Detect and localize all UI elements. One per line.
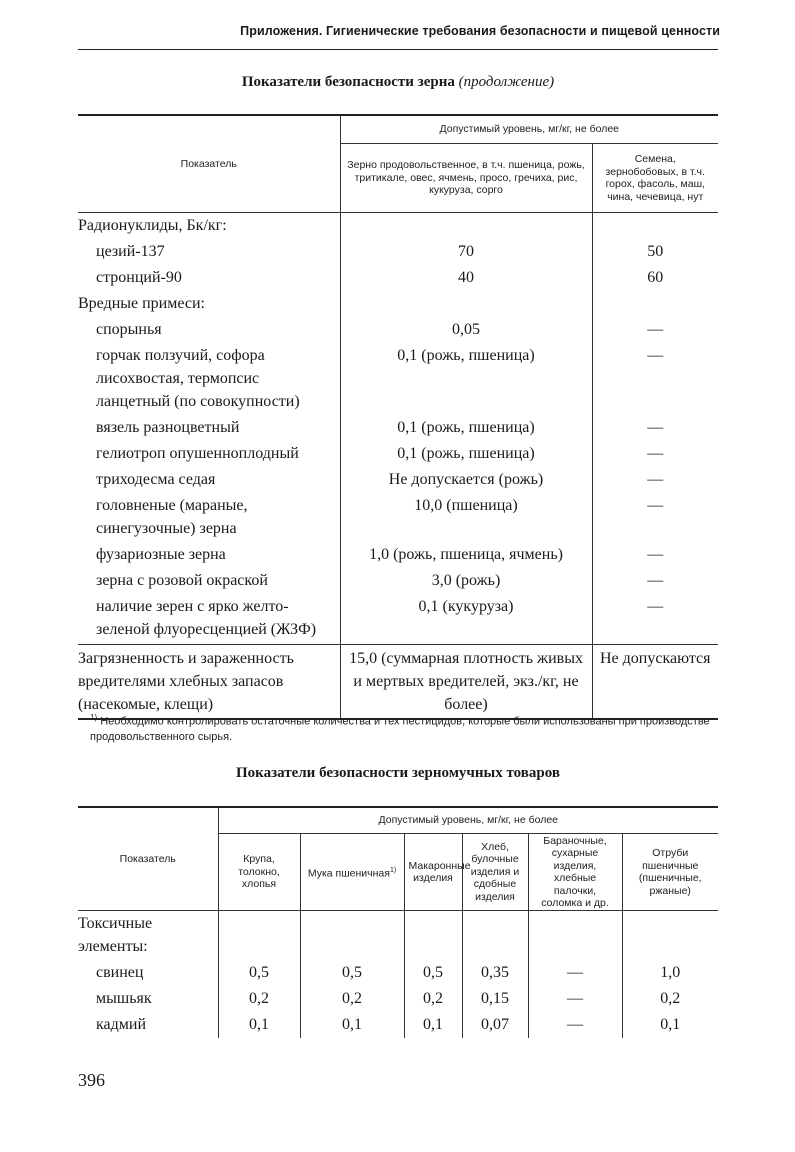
- cell-seeds: —: [592, 494, 718, 543]
- table-row: [78, 468, 718, 494]
- cell-value: 0,07: [462, 1012, 528, 1038]
- cell-value: [300, 911, 404, 961]
- table-row: [78, 292, 718, 318]
- row-label: наличие зерен с ярко желто-зеленой флуоресценцией (ЖЗФ): [96, 598, 317, 638]
- row-label: фузариозные зерна: [96, 546, 226, 563]
- footnote-text: Необходимо контролировать остаточные количества и тех пестицидов, которые были использованы при производстве продовольственного сырья.: [90, 715, 710, 743]
- cell-seeds: 50: [592, 240, 718, 266]
- col-header-grain: Зерно продовольственное, в т.ч. пшеница, рожь, тритикале, овес, ячмень, просо, гречиха, рис, кукуруза, сорго: [340, 144, 592, 213]
- col2-header-text: Крупа, толокно, хлопья: [238, 853, 280, 891]
- row-label: стронций-90: [96, 269, 182, 286]
- table1-title-suffix: (продолжение): [458, 74, 555, 90]
- cell-grain: [340, 292, 592, 318]
- col2-header-text: Хлеб, булочные изделия и сдобные изделия: [470, 840, 520, 903]
- table2-title: Показатели безопасности зерномучных товаров: [236, 765, 560, 781]
- cell-grain: 0,1 (кукуруза): [340, 595, 592, 645]
- cell-grain: 3,0 (рожь): [340, 569, 592, 595]
- cell-value: 0,1: [622, 1012, 718, 1038]
- table-row: [78, 442, 718, 468]
- row-label: цезий-137: [96, 243, 165, 260]
- cell-value: 0,1: [404, 1012, 462, 1038]
- cell-value: [218, 911, 300, 961]
- col2-header: [462, 834, 528, 911]
- cell-value: 1,0: [622, 960, 718, 986]
- cell-value: —: [528, 986, 622, 1012]
- cell-value: [404, 911, 462, 961]
- cell-value: 0,15: [462, 986, 528, 1012]
- table-row: [78, 986, 718, 1012]
- cell-seeds: [592, 292, 718, 318]
- row-label: кадмий: [96, 1016, 147, 1033]
- cell-grain: 10,0 (пшеница): [340, 494, 592, 543]
- footnote: [90, 710, 720, 745]
- cell-seeds: [592, 213, 718, 241]
- col2-header: [622, 834, 718, 911]
- row-label: Вредные примеси:: [78, 295, 205, 312]
- row-label: гелиотроп опушенноплодный: [96, 445, 299, 462]
- table-row: [78, 266, 718, 292]
- flour-table-body: [78, 911, 718, 1039]
- table-row: [78, 494, 718, 543]
- table-row: [78, 240, 718, 266]
- row-label: спорынья: [96, 321, 162, 338]
- cell-grain: 1,0 (рожь, пшеница, ячмень): [340, 543, 592, 569]
- cell-value: [462, 911, 528, 961]
- col2-header-indicator: Показатель: [78, 807, 218, 911]
- cell-value: —: [528, 1012, 622, 1038]
- cell-value: 0,2: [404, 986, 462, 1012]
- table-row: [78, 645, 718, 720]
- col2-header: [528, 834, 622, 911]
- row-label: Загрязненность и зараженность вредителями хлебных запасов (насекомые, клещи): [78, 645, 340, 720]
- row-label: горчак ползучий, софора лисохвостая, термопсис ланцетный (по совокупности): [96, 347, 300, 410]
- row-label: Токсичные элементы:: [78, 915, 153, 955]
- page-number: 396: [78, 1070, 105, 1090]
- cell-seeds: —: [592, 318, 718, 344]
- cell-seeds: —: [592, 442, 718, 468]
- cell-grain: 0,05: [340, 318, 592, 344]
- table-row: [78, 344, 718, 416]
- col-header-seeds: Семена, зернобобовых, в т.ч. горох, фасоль, маш, чина, чечевица, нут: [592, 144, 718, 213]
- row-label: вязель разноцветный: [96, 419, 240, 436]
- cell-seeds: 60: [592, 266, 718, 292]
- col2-header-group: Допустимый уровень, мг/кг, не более: [218, 807, 718, 834]
- col-header-group: Допустимый уровень, мг/кг, не более: [340, 115, 718, 144]
- cell-value: 0,35: [462, 960, 528, 986]
- table-row: [78, 911, 718, 961]
- col2-header: [300, 834, 404, 911]
- cell-value: [528, 911, 622, 961]
- cell-grain: 0,1 (рожь, пшеница): [340, 416, 592, 442]
- cell-seeds: Не допускаются: [592, 645, 718, 720]
- col2-header-footnote-mark: 1): [389, 866, 397, 874]
- cell-seeds: —: [592, 595, 718, 645]
- col2-header-text: Макаронные изделия: [408, 859, 471, 884]
- cell-value: 0,1: [300, 1012, 404, 1038]
- table-row: [78, 960, 718, 986]
- col2-header-text: Мука пшеничная: [307, 867, 390, 879]
- cell-grain: 15,0 (суммарная плотность живых и мертвых вредителей, экз./кг, не более): [340, 645, 592, 720]
- cell-value: [622, 911, 718, 961]
- table-row: [78, 318, 718, 344]
- cell-value: 0,2: [622, 986, 718, 1012]
- table-row: [78, 1012, 718, 1038]
- row-label: свинец: [96, 964, 144, 981]
- grain-table-body: [78, 213, 718, 720]
- table-row: [78, 543, 718, 569]
- cell-grain: Не допускается (рожь): [340, 468, 592, 494]
- cell-seeds: —: [592, 543, 718, 569]
- footnote-mark: 1): [90, 713, 98, 722]
- grain-flour-safety-table: [78, 806, 718, 1038]
- col2-header-text: Бараночные, сухарные изделия, хлебные палочки, соломка и др.: [541, 834, 609, 909]
- cell-value: 0,1: [218, 1012, 300, 1038]
- cell-value: 0,2: [218, 986, 300, 1012]
- cell-seeds: —: [592, 468, 718, 494]
- cell-value: 0,2: [300, 986, 404, 1012]
- row-label: триходесма седая: [96, 471, 216, 488]
- cell-grain: 40: [340, 266, 592, 292]
- cell-seeds: —: [592, 344, 718, 416]
- header-rule: [78, 49, 718, 50]
- cell-seeds: —: [592, 569, 718, 595]
- table-row: [78, 416, 718, 442]
- cell-grain: 70: [340, 240, 592, 266]
- col2-header: [218, 834, 300, 911]
- row-label: зерна с розовой окраской: [96, 572, 268, 589]
- grain-safety-table: [78, 114, 718, 720]
- col2-header-text: Отруби пшеничные (пшеничные, ржаные): [638, 847, 702, 897]
- table-row: [78, 569, 718, 595]
- col2-header: [404, 834, 471, 911]
- cell-grain: 0,1 (рожь, пшеница): [340, 344, 592, 416]
- cell-seeds: —: [592, 416, 718, 442]
- table1-title: [78, 74, 718, 91]
- col-header-indicator: Показатель: [78, 115, 340, 213]
- cell-value: 0,5: [218, 960, 300, 986]
- running-header: Приложения. Гигиенические требования безопасности и пищевой ценности: [240, 24, 720, 38]
- cell-grain: 0,1 (рожь, пшеница): [340, 442, 592, 468]
- table-row: [78, 213, 718, 241]
- row-label: Радионуклиды, Бк/кг:: [78, 217, 227, 234]
- table1-title-text: Показатели безопасности зерна: [241, 74, 455, 90]
- row-label: головненые (мараные, синегузочные) зерна: [96, 497, 248, 537]
- row-label: мышьяк: [96, 990, 152, 1007]
- cell-value: 0,5: [404, 960, 462, 986]
- table-row: [78, 595, 718, 645]
- cell-grain: [340, 213, 592, 241]
- cell-value: 0,5: [300, 960, 404, 986]
- cell-value: —: [528, 960, 622, 986]
